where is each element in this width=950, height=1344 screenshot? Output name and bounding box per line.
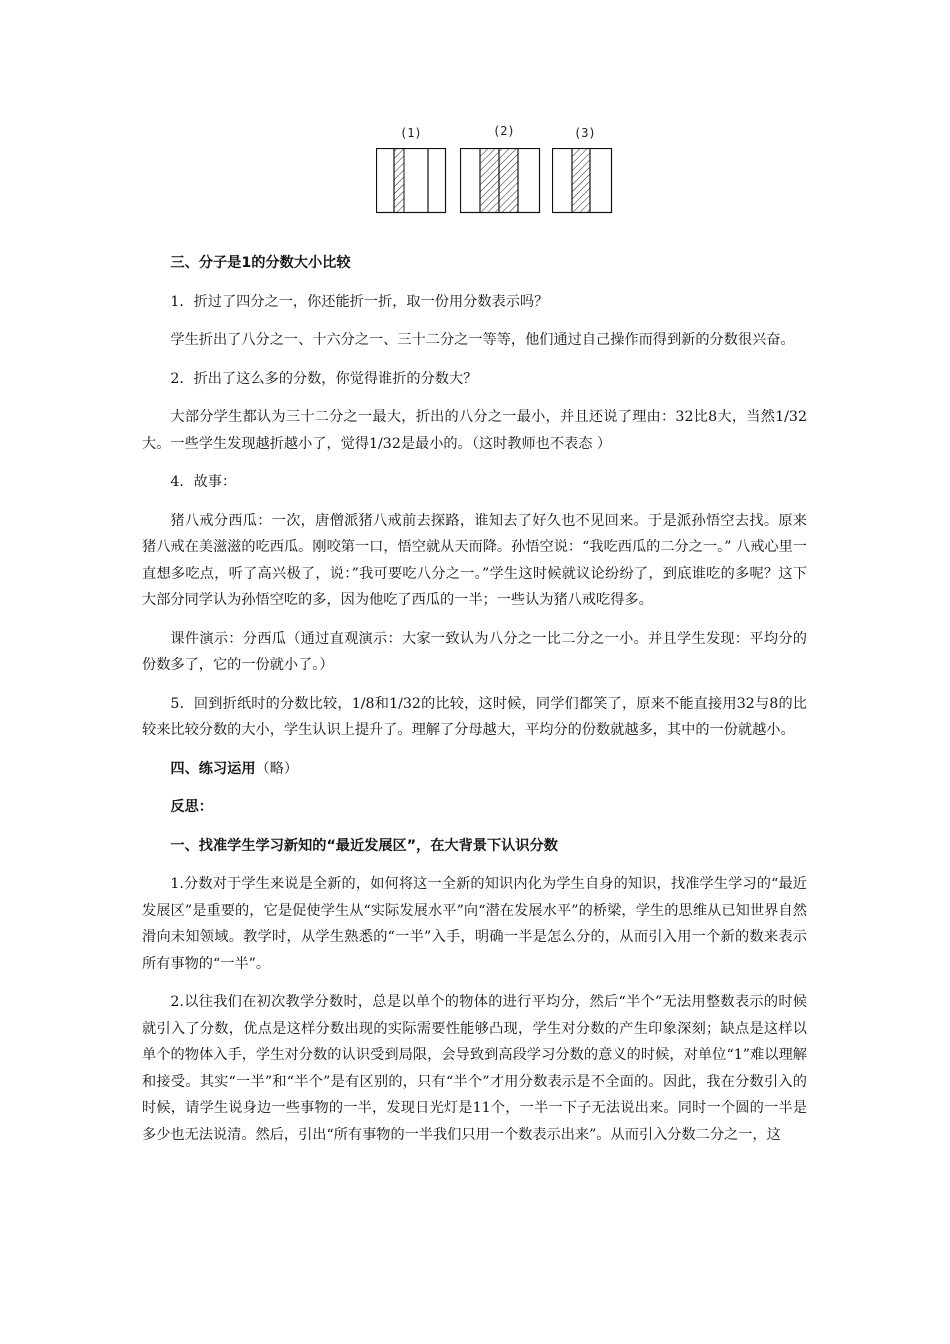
reflection-subheading: 一、找准学生学习新知的“最近发展区”，在大背景下认识分数 bbox=[170, 837, 558, 854]
reflection-heading: 反思： bbox=[170, 799, 213, 815]
section-3-paragraph: 学生折出了八分之一、十六分之一、三十二分之一等等，他们通过自己操作而得到新的分数很兴奋。 bbox=[170, 332, 795, 348]
demo-paragraph: 课件演示：分西瓜（通过直观演示：大家一致认为八分之一比二分之一小。并且学生发现：平均分的份数多了，它的一份就小了。） bbox=[142, 630, 807, 673]
section-3-item-5: 5．回到折纸时的分数比较，1/8和1/32的比较，这时候，同学们都笑了，原来不能直接用32与8的比较来比较分数的大小，学生认识上提升了。理解了分母越大，平均分的份数就越多，其中的一份就越小。 bbox=[142, 695, 807, 738]
section-3-paragraph: 大部分学生都认为三十二分之一最大，折出的八分之一最小，并且还说了理由：32比8大，当然1/32大。一些学生发现越折越小了，觉得1/32是最小的。（这时教师也不表态 ） bbox=[142, 409, 807, 452]
section-4-title: 四、练习运用 bbox=[170, 760, 256, 777]
document-body bbox=[142, 250, 807, 1160]
section-3-item-2: 2．折出了这么多的分数，你觉得谁折的分数大？ bbox=[170, 370, 478, 387]
figure-1-rectangle bbox=[376, 148, 448, 214]
story-paragraph: 猪八戒分西瓜：一次，唐僧派猪八戒前去探路，谁知去了好久也不见回来。于是派孙悟空去找。原来猪八戒在美滋滋的吃西瓜。刚咬第一口，悟空就从天而降。孙悟空说：“我吃西瓜的二分之一。” 八戒心里一直想多吃点，听了高兴极了，说：”我可要吃八分之一。”学生这时候就议论纷纷了，到底谁吃的多呢？这下大部分同学认为孙悟空吃的多，因为他吃了西瓜的一半；一些认为猪八戒吃得多。 bbox=[142, 512, 807, 608]
section-3-item-4: 4．故事： bbox=[170, 474, 237, 490]
fraction-figures bbox=[376, 126, 616, 218]
figure-2-label: (2) bbox=[493, 124, 515, 138]
section-3-heading: 三、分子是1的分数大小比较 bbox=[170, 255, 351, 271]
figure-2-rectangle bbox=[460, 148, 542, 214]
section-4-heading bbox=[142, 756, 807, 783]
figure-1-label: (1) bbox=[400, 126, 422, 140]
figure-3-rectangle bbox=[552, 148, 614, 214]
reflection-paragraph-2: 2.以往我们在初次教学分数时，总是以单个的物体的进行平均分，然后“半个”无法用整数表示的时候就引入了分数，优点是这样分数出现的实际需要性能够凸现，学生对分数的产生印象深刻；缺点是这样以单个的物体入手，学生对分数的认识受到局限，会导致到高段学习分数的意义的时候，对单位“1”难以理解和接受。其实“一半”和“半个”是有区别的，只有“半个”才用分数表示是不全面的。因此，我在分数引入的时候，请学生说身边一些事物的一半，发现日光灯是11个，一半一下子无法说出来。同时一个圆的一半是多少也无法说清。然后，引出“所有事物的一半我们只用一个数表示出来”。从而引入分数二分之一，这 bbox=[142, 994, 807, 1143]
section-4-note: （略） bbox=[255, 760, 299, 777]
reflection-paragraph-1: 1.分数对于学生来说是全新的，如何将这一全新的知识内化为学生自身的知识，找准学生学习的“最近发展区”是重要的，它是促使学生从“实际发展水平”向“潜在发展水平”的桥梁，学生的思维从已知世界自然滑向未知领域。教学时，从学生熟悉的“一半”入手，明确一半是怎么分的，从而引入用一个新的数来表示所有事物的“一半”。 bbox=[142, 876, 807, 972]
figure-3-label: (3) bbox=[574, 126, 596, 140]
section-3-item-1: 1．折过了四分之一，你还能折一折，取一份用分数表示吗？ bbox=[170, 293, 549, 310]
